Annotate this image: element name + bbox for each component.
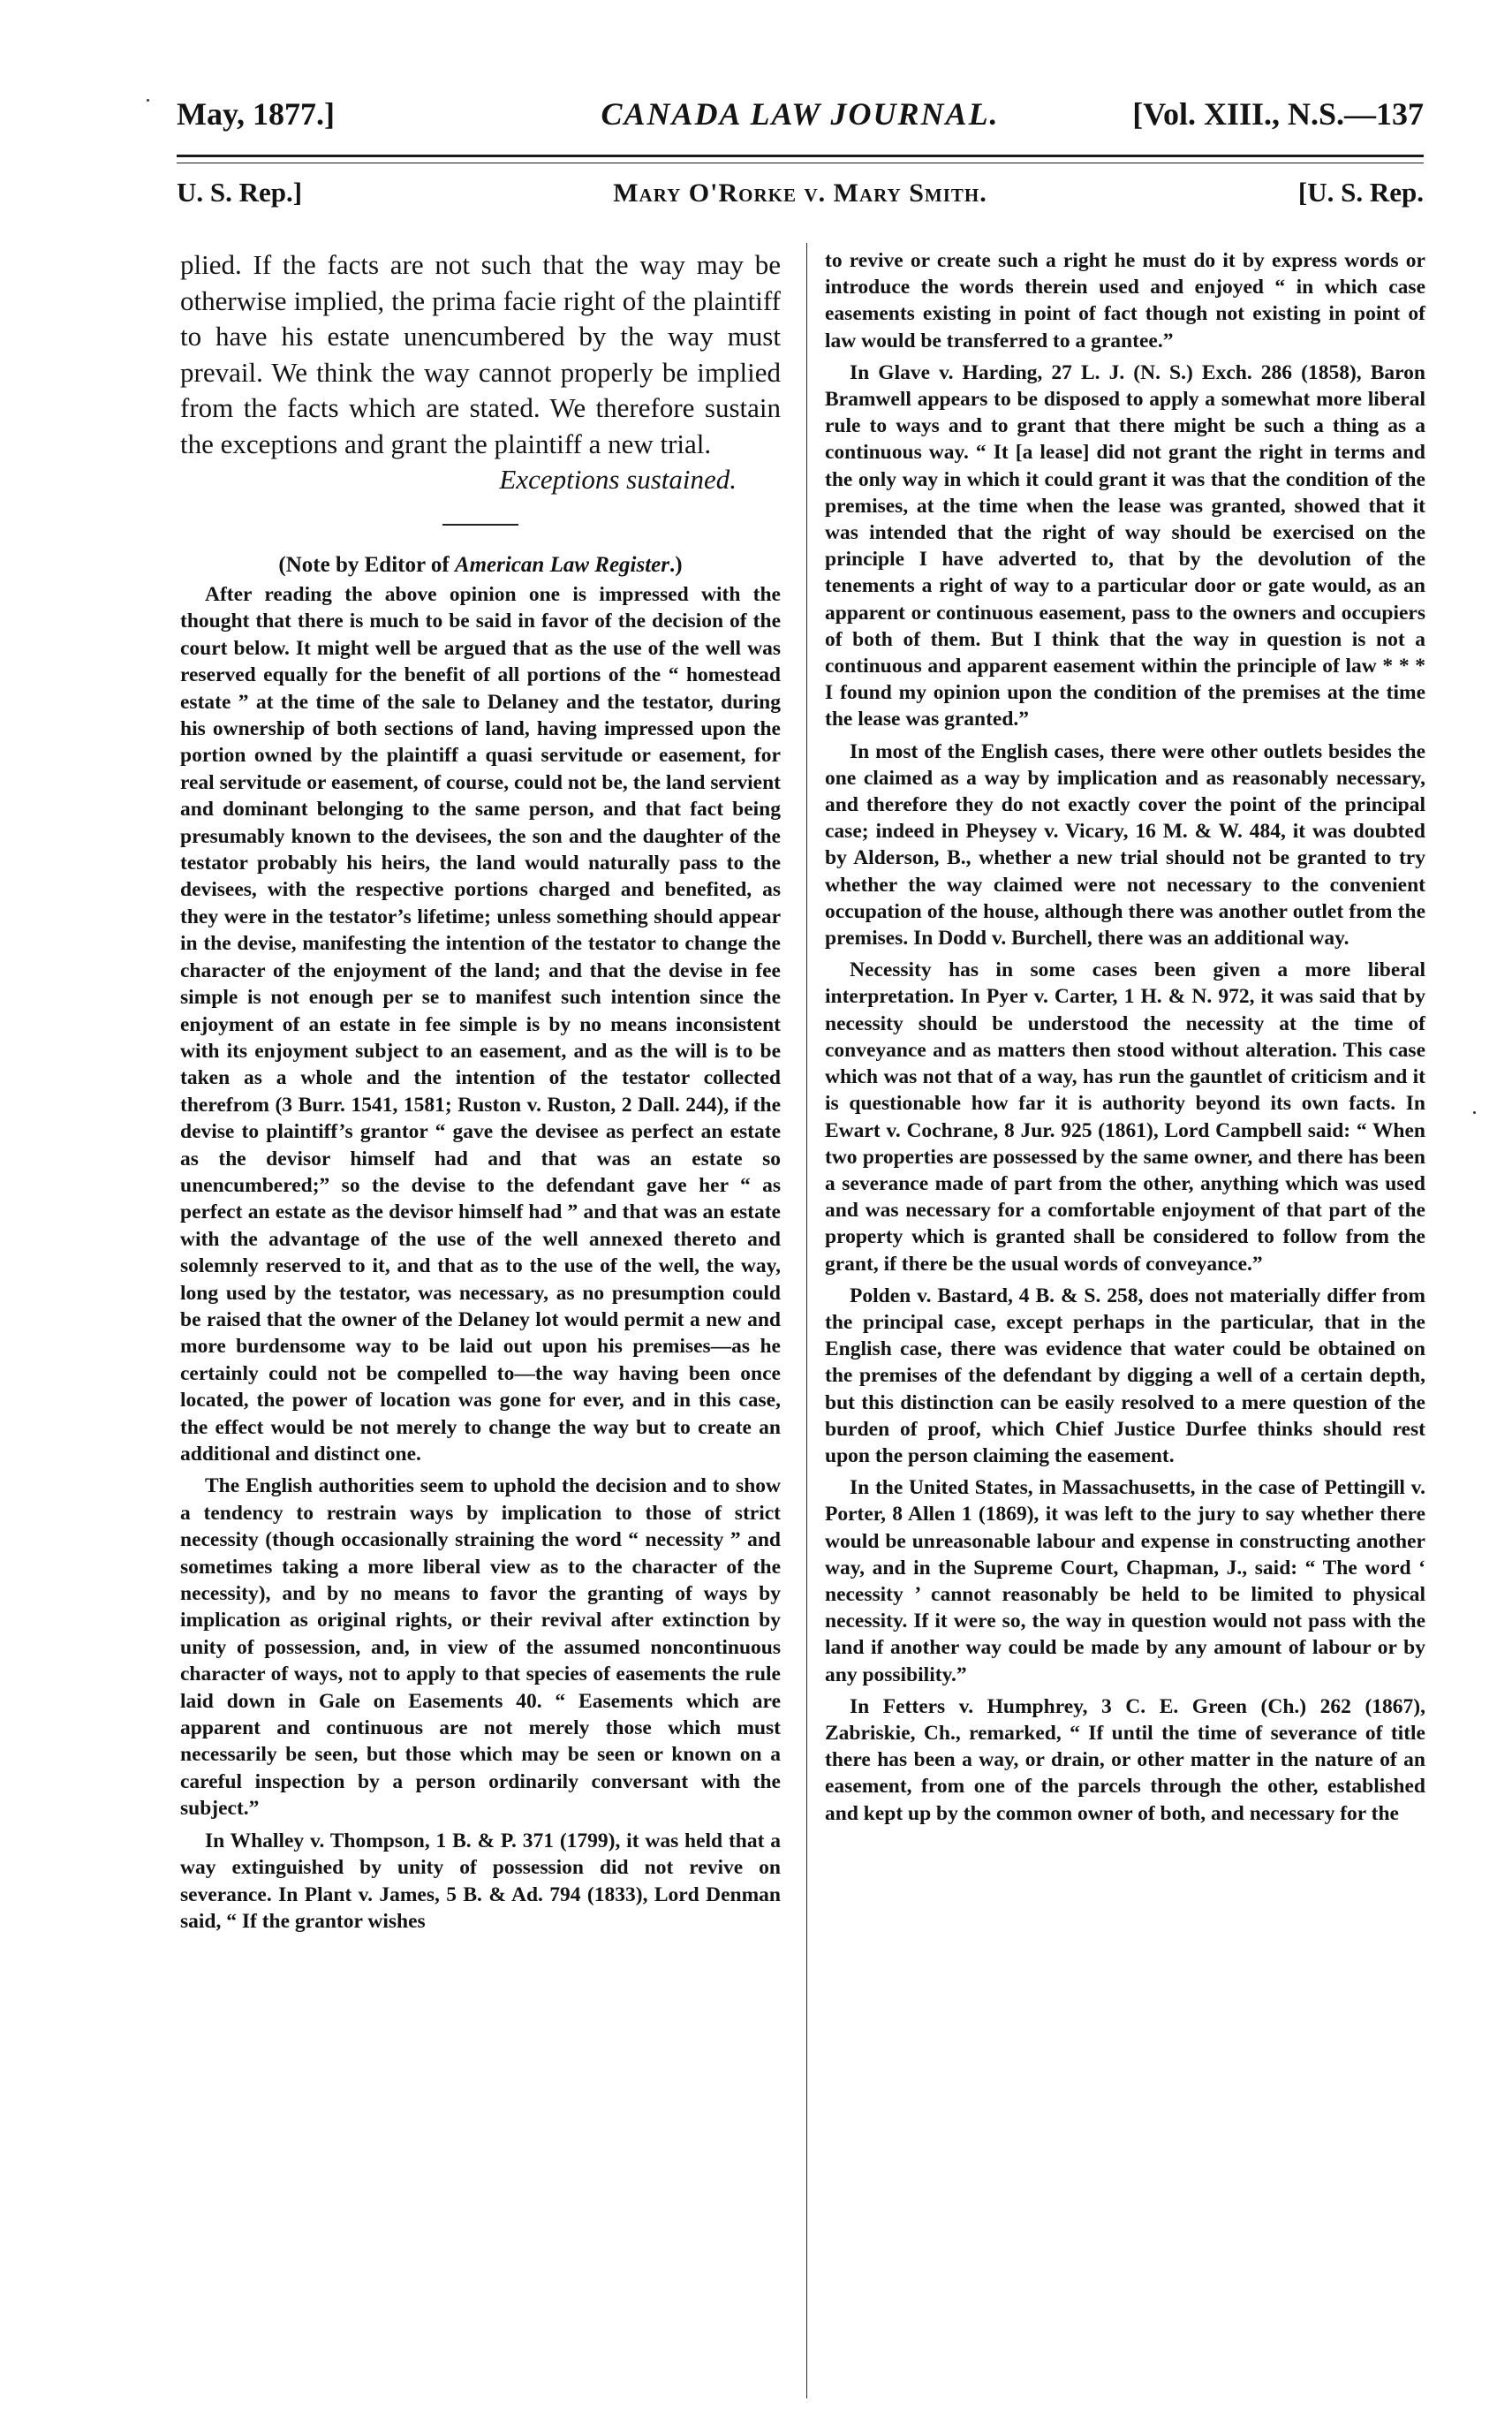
note-paragraph: In Glave v. Harding, 27 L. J. (N. S.) Exch. 286 (1858), Baron Bramwell appears to be disposed to apply a somewhat more liberal rule to ways and to grant that there might be such a thing as a continuous way. “ It [a lease] did not grant the right in terms and the only way in which it could grant it was that the condition of the premises, at the time when the lease was granted, showed that it was intended that the right of way should be exercised on the principle I have adverted to, that by the devolution of the tenements a right of way to a particular door or gate would, as an apparent or continuous easement, pass to the owners and occupiers of both of them. But I think that the way in question is not a continuous and apparent easement within the principle of law * * * I found my opinion upon the condition of the premises at the time the lease was granted.” [825,360,1425,731]
case-header [177,177,1424,216]
right-column [825,247,1425,1832]
editor-note [180,550,781,1935]
editor-note-continued [825,247,1425,1827]
volume-page: [Vol. XIII., N.S.—137 [1132,96,1424,132]
note-paragraph: Necessity has in some cases been given a more liberal interpretation. In Pyer v. Carter, 1 H. & N. 972, it was said that by necessity should be understood the necessity at the time of conveyance and as matters then stood without alteration. This case which was not that of a way, has run the gauntlet of criticism and it is questionable how far it is authority beyond its own facts. In Ewart v. Cochrane, 8 Jur. 925 (1861), Lord Campbell said: “ When two properties are possessed by the same owner, and there has been a severance made of part from the other, anything which was used and was necessary for a comfortable enjoyment of that part of the property which is granted shall be considered to follow from the grant, if there be the usual words of conveyance.” [825,958,1425,1276]
note-heading: (Note by Editor of American Law Register.) [278,553,683,577]
reporter-right: [U. S. Rep. [1297,177,1424,208]
note-paragraph: Polden v. Bastard, 4 B. & S. 258, does not materially differ from the principal case, except perhaps in the particular, that in the English case, there was evidence that water could be obtained on the premises of the defendant by digging a well of a certain depth, but this distinction can be easily resolved to a mere question of the burden of proof, which Chief Justice Durfee thinks should rest upon the person claiming the easement. [825,1284,1425,1467]
reporter-left: U. S. Rep.] [177,177,303,208]
scan-speck [147,99,149,102]
issue-date: May, 1877.] [177,96,335,132]
running-head [177,95,1424,145]
section-rule [442,524,518,526]
left-column [180,247,781,1940]
note-paragraph: to revive or create such a right he must do it by express words or introduce the words therein used and enjoyed “ in which case easements existing in point of fact though not existing in point of law would be transferred to a grantee.” [825,249,1425,352]
note-paragraph: In Whalley v. Thompson, 1 B. & P. 371 (1799), it was held that a way extinguished by unity of possession did not revive on severance. In Plant v. James, 5 B. & Ad. 794 (1833), Lord Denman said, “ If the grantor wishes [180,1829,781,1933]
note-paragraph: In the United States, in Massachusetts, in the case of Pettingill v. Porter, 8 Allen 1 (1869), it was left to the jury to say whether there would be unreasonable labour and expense in constructing another way, and in the Supreme Court, Chapman, J., said: “ The word ‘ necessity ’ cannot reasonably be held to be limited to physical necessity. If it were so, the way in question would not pass with the land if another way could be made by any amount of labour or by any possibility.” [825,1476,1425,1686]
note-paragraph: After reading the above opinion one is impressed with the thought that there is much to be said in favor of the decision of the court below. It might well be argued that as the use of the well was reserved equally for the benefit of all portions of the “ homestead estate ” at the time of the sale to Delaney and the testator, during his ownership of both sections of land, having impressed upon the portion owned by the plaintiff a quasi servitude or easement, for real servitude or easement, of course, could not be, the land servient and dominant belonging to the same person, and that fact being presumably known to the devisees, the son and the daughter of the testator probably his heirs, the land would naturally pass to the devisees, with the respective portions charged and benefited, as they were in the testator’s lifetime; unless something should appear in the devise, manifesting the intention of the testator to change the character of the enjoyment of the land; and that the devise in fee simple is not enough per se to manifest such intention since the enjoyment of an estate in fee simple is by no means inconsistent with its enjoyment subject to an easement, and as the will is to be taken as a whole and the intention of the testator collected therefrom (3 Burr. 1541, 1581; Ruston v. Ruston, 2 Dall. 244), if the devise to plaintiff’s grantor “ gave the devisee as perfect an estate as the devisor himself had and that was an estate so unencumbered;” so the devise to the defendant gave her “ as perfect an estate as the devisor himself had ” and that was an estate with the advantage of the use of the well annexed thereto and solemnly reserved to it, and that as to the use of the well, the way, long used by the testator, was necessary, as no presumption could be raised that the owner of the Delaney lot would permit a new and more burdensome way to be laid out upon his premises—as he certainly could not be compelled to—the way having been once located, the power of location was gone for ever, and in this case, the effect would be not merely to change the way but to create an additional and distinct one. [180,583,781,1466]
note-paragraph: In most of the English cases, there were other outlets besides the one claimed as a way by implication and as reasonably necessary, and therefore they do not exactly cover the point of the principal case; indeed in Pheysey v. Vicary, 16 M. & W. 484, it was doubted by Alderson, B., whether a new trial should not be granted to try whether the way claimed were not necessary to the convenient occupation of the house, although there was another outlet from the premises. In Dodd v. Burchell, there was an additional way. [825,739,1425,951]
opinion-signoff: Exceptions sustained. [499,464,737,495]
header-rule [177,155,1424,157]
opinion-text: plied. If the facts are not such that the way may be otherwise implied, the prima facie right of the plaintiff to have his estate unencumbered by the way must prevail. We think the way cannot properly be implied from the facts which are stated. We therefore sustain the exceptions and grant the plaintiff a new trial. [180,249,781,459]
note-paragraph: In Fetters v. Humphrey, 3 C. E. Green (Ch.) 262 (1867), Zabriskie, Ch., remarked, “ If until the time of severance of title there has been a way, or drain, or other matter in the nature of an easement, from one of the parcels through the other, established and kept up by the common owner of both, and necessary for the [825,1694,1425,1825]
scan-speck [1473,1111,1476,1114]
note-paragraph: The English authorities seem to uphold the decision and to show a tendency to restrain ways by implication to those of strict necessity (though occasionally straining the word “ necessity ” and sometimes taking a more liberal view as to the character of the necessity), and by no means to favor the granting of ways by implication as original rights, or their revival after extinction by unity of possession, and, in view of the assumed noncontinuous character of ways, not to apply to that species of easements the rule laid down in Gale on Easements 40. “ Easements which are apparent and continuous are not merely those which must necessarily be seen, but those which may be seen or known on a careful inspection by a person ordinarily conversant with the subject.” [180,1474,781,1821]
note-heading-source: American Law Register [454,553,669,577]
opinion-conclusion [180,247,781,497]
journal-title: CANADA LAW JOURNAL. [601,96,1000,132]
case-title: Mary O'Rorke v. Mary Smith. [613,178,987,208]
column-divider [806,243,807,2398]
